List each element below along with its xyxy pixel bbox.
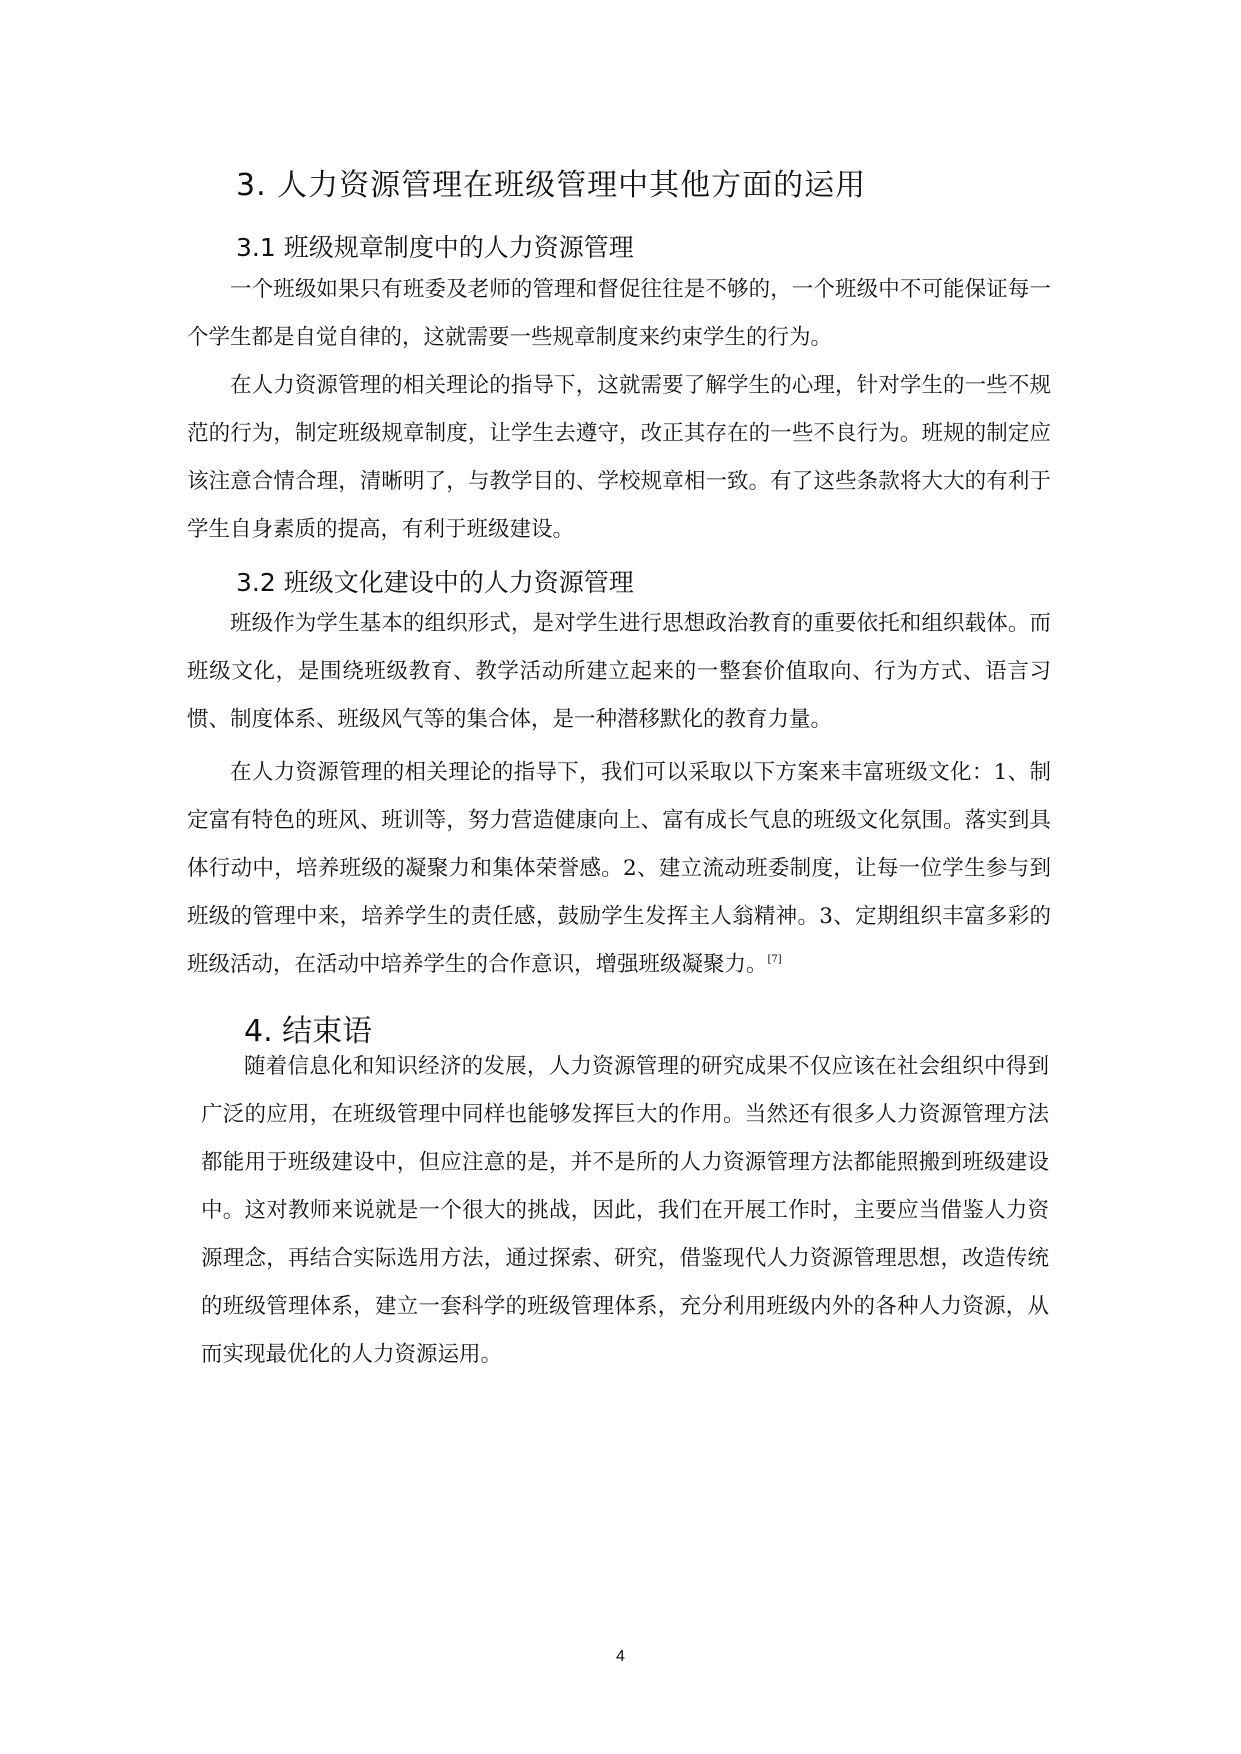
paragraph-3-2-b-text: 在人力资源管理的相关理论的指导下，我们可以采取以下方案来丰富班级文化：1、制定富有特色的班风、班训等，努力营造健康向上、富有成长气息的班级文化氛围。落实到具体行动中，培养班级的凝聚力和集体荣誉感。2、建立流动班委制度，让每一位学生参与到班级的管理中来，培养学生的责任感，鼓励学生发挥主人翁精神。3、定期组织丰富多彩的班级活动，在活动中培养学生的合作意识，增强班级凝聚力。 (187, 760, 1051, 977)
subsection-heading-3-2: 3.2 班级文化建设中的人力资源管理 (236, 568, 634, 597)
paragraph-3-1-a: 一个班级如果只有班委及老师的管理和督促往往是不够的，一个班级中不可能保证每一个学生都是自觉自律的，这就需要一些规章制度来约束学生的行为。 (187, 277, 1051, 350)
paragraph-4: 随着信息化和知识经济的发展，人力资源管理的研究成果不仅应该在社会组织中得到广泛的应用，在班级管理中同样也能够发挥巨大的作用。当然还有很多人力资源管理方法都能用于班级建设中，但应注意的是，并不是所的人力资源管理方法都能照搬到班级建设中。这对教师来说就是一个很大的挑战，因此，我们在开展工作时，主要应当借鉴人力资源理念，再结合实际选用方法，通过探索、研究，借鉴现代人力资源管理思想，改造传统的班级管理体系，建立一套科学的班级管理体系，充分利用班级内外的各种人力资源，从而实现最优化的人力资源运用。 (201, 1054, 1049, 1367)
paragraph-3-1-b: 在人力资源管理的相关理论的指导下，这就需要了解学生的心理，针对学生的一些不规范的行为，制定班级规章制度，让学生去遵守，改正其存在的一些不良行为。班规的制定应该注意合情合理，清晰明了，与教学目的、学校规章相一致。有了这些条款将大大的有利于学生自身素质的提高，有利于班级建设。 (187, 373, 1051, 542)
paragraph-3-2-b (187, 749, 1051, 989)
page-number: 4 (616, 1648, 625, 1665)
section-heading-4: 4. 结束语 (244, 1014, 373, 1049)
subsection-heading-3-1: 3.1 班级规章制度中的人力资源管理 (236, 233, 634, 262)
citation-reference: [7] (767, 954, 782, 965)
section-heading-3: 3. 人力资源管理在班级管理中其他方面的运用 (236, 168, 867, 203)
paragraph-3-2-a: 班级作为学生基本的组织形式，是对学生进行思想政治教育的重要依托和组织载体。而班级文化，是围绕班级教育、教学活动所建立起来的一整套价值取向、行为方式、语言习惯、制度体系、班级风气等的集合体，是一种潜移默化的教育力量。 (187, 611, 1051, 732)
